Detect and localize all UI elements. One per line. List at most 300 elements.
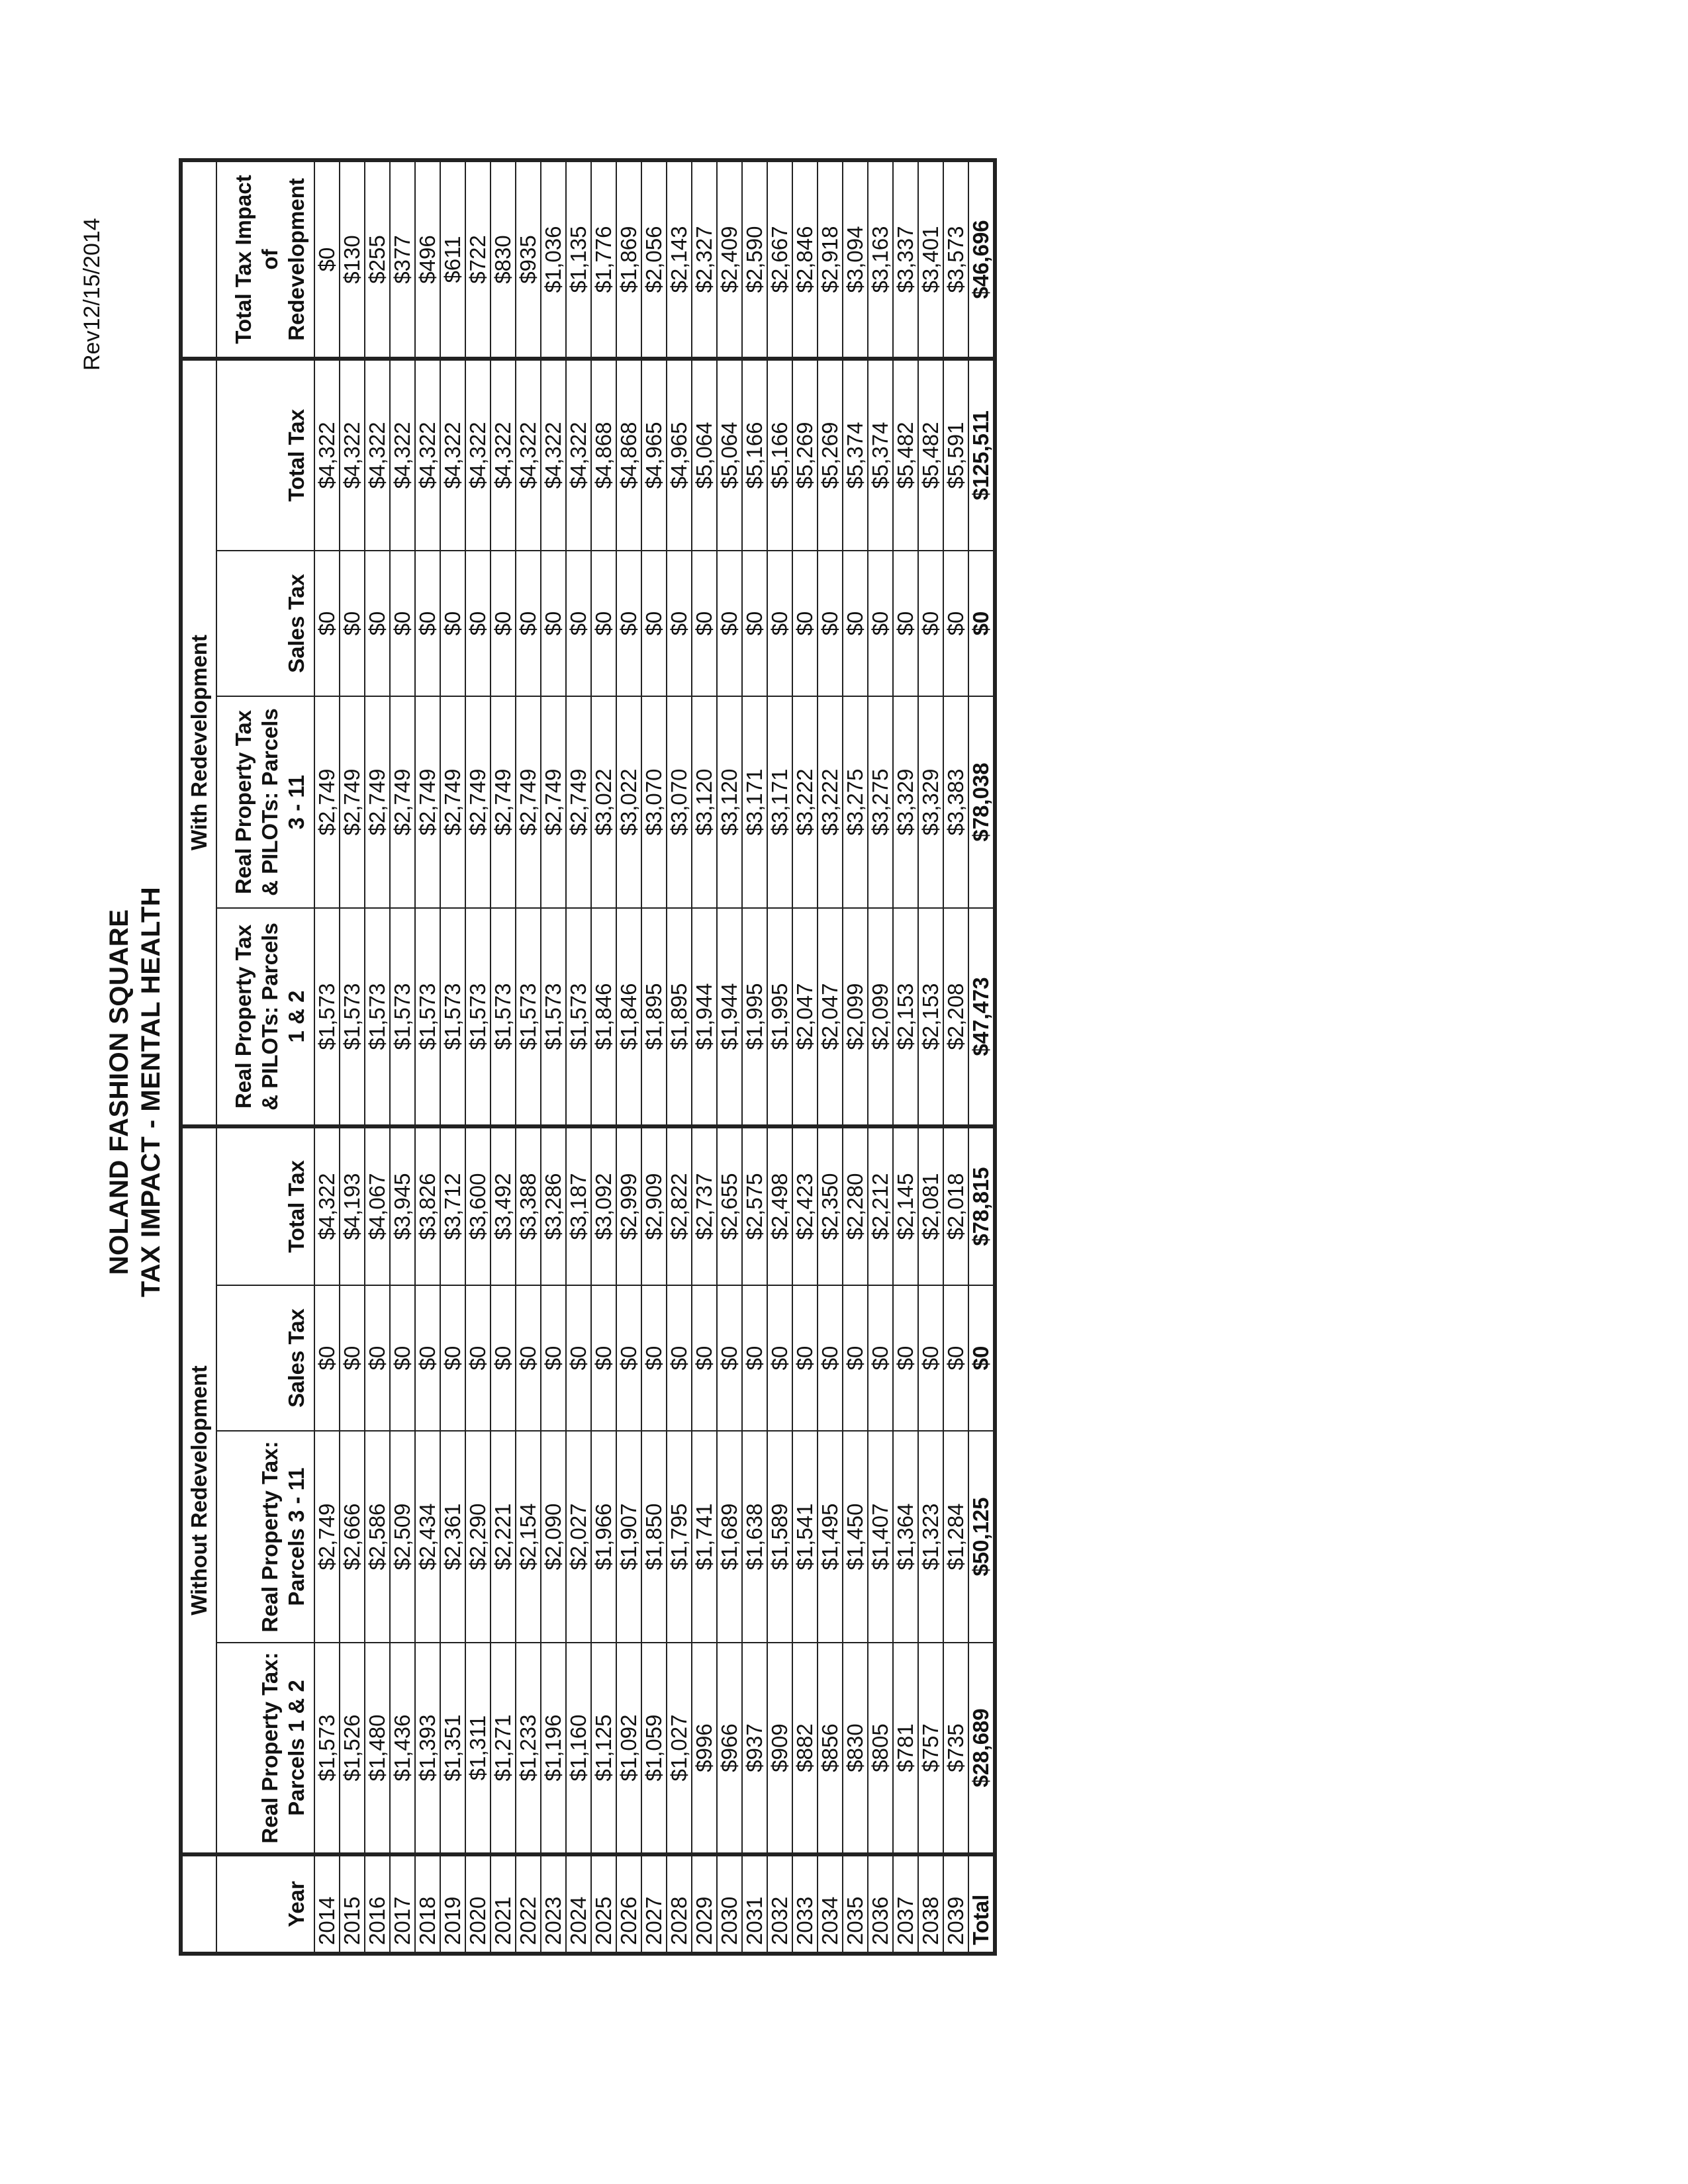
- value-cell: $5,166: [767, 359, 792, 551]
- value-cell: $2,154: [516, 1431, 541, 1643]
- value-cell: $2,099: [868, 908, 893, 1126]
- value-cell: $4,965: [667, 359, 692, 551]
- value-cell: $1,351: [440, 1643, 465, 1854]
- value-cell: $0: [742, 551, 767, 696]
- value-cell: $0: [641, 551, 667, 696]
- table-row: [591, 160, 616, 1954]
- value-cell: $4,868: [616, 359, 641, 551]
- total-cell: $50,125: [968, 1431, 995, 1643]
- value-cell: $2,586: [365, 1431, 390, 1643]
- value-cell: $2,290: [465, 1431, 491, 1643]
- column-header-2: Real Property Tax: Parcels 3 - 11: [216, 1431, 314, 1643]
- value-cell: $2,667: [767, 160, 792, 359]
- value-cell: $2,047: [818, 908, 843, 1126]
- value-cell: $2,047: [792, 908, 818, 1126]
- year-cell: 2017: [390, 1854, 415, 1954]
- table-row: [742, 160, 767, 1954]
- value-cell: $0: [516, 551, 541, 696]
- value-cell: $2,749: [314, 696, 340, 908]
- group-spacer-impact: [181, 160, 216, 359]
- total-cell: $47,473: [968, 908, 995, 1126]
- value-cell: $1,573: [465, 908, 491, 1126]
- value-cell: $1,573: [541, 908, 566, 1126]
- value-cell: $2,099: [843, 908, 868, 1126]
- value-cell: $2,749: [516, 696, 541, 908]
- value-cell: $0: [742, 1285, 767, 1431]
- value-cell: $2,749: [390, 696, 415, 908]
- value-cell: $1,311: [465, 1643, 491, 1854]
- value-cell: $0: [541, 551, 566, 696]
- table-row: [792, 160, 818, 1954]
- value-cell: $0: [390, 551, 415, 696]
- table-row: [918, 160, 943, 1954]
- value-cell: $1,573: [340, 908, 365, 1126]
- year-cell: 2028: [667, 1854, 692, 1954]
- value-cell: $2,999: [616, 1126, 641, 1285]
- value-cell: $4,322: [491, 359, 516, 551]
- year-cell: 2039: [943, 1854, 968, 1954]
- table-row: [943, 160, 968, 1954]
- value-cell: $3,070: [641, 696, 667, 908]
- value-cell: $1,689: [717, 1431, 742, 1643]
- value-cell: $805: [868, 1643, 893, 1854]
- year-cell: 2015: [340, 1854, 365, 1954]
- column-header-9: Total Tax Impact of Redevelopment: [216, 160, 314, 359]
- value-cell: $496: [415, 160, 440, 359]
- value-cell: $2,509: [390, 1431, 415, 1643]
- value-cell: $2,749: [415, 696, 440, 908]
- table-row: [516, 160, 541, 1954]
- value-cell: $1,160: [566, 1643, 591, 1854]
- value-cell: $1,573: [440, 908, 465, 1126]
- value-cell: $1,966: [591, 1431, 616, 1643]
- year-cell: 2022: [516, 1854, 541, 1954]
- value-cell: $2,749: [465, 696, 491, 908]
- table-row: [717, 160, 742, 1954]
- value-cell: $2,361: [440, 1431, 465, 1643]
- table-row: [893, 160, 918, 1954]
- value-cell: $3,329: [918, 696, 943, 908]
- year-cell: 2026: [616, 1854, 641, 1954]
- value-cell: $2,575: [742, 1126, 767, 1285]
- value-cell: $2,350: [818, 1126, 843, 1285]
- value-cell: $4,322: [440, 359, 465, 551]
- value-cell: $1,450: [843, 1431, 868, 1643]
- table-row: [818, 160, 843, 1954]
- value-cell: $996: [692, 1643, 717, 1854]
- table-row: [641, 160, 667, 1954]
- value-cell: $3,092: [591, 1126, 616, 1285]
- value-cell: $1,027: [667, 1643, 692, 1854]
- column-header-3: Sales Tax: [216, 1285, 314, 1431]
- value-cell: $3,826: [415, 1126, 440, 1285]
- value-cell: $2,090: [541, 1431, 566, 1643]
- total-cell: $46,696: [968, 160, 995, 359]
- table-row: [541, 160, 566, 1954]
- value-cell: $2,590: [742, 160, 767, 359]
- value-cell: $0: [591, 1285, 616, 1431]
- value-cell: $0: [365, 551, 390, 696]
- value-cell: $1,776: [591, 160, 616, 359]
- value-cell: $0: [491, 1285, 516, 1431]
- year-cell: 2035: [843, 1854, 868, 1954]
- value-cell: $2,498: [767, 1126, 792, 1285]
- group-without-redevelopment: Without Redevelopment: [181, 1126, 216, 1854]
- year-cell: 2037: [893, 1854, 918, 1954]
- total-row: [968, 160, 995, 1954]
- value-cell: $2,737: [692, 1126, 717, 1285]
- value-cell: $722: [465, 160, 491, 359]
- value-cell: $2,327: [692, 160, 717, 359]
- table-row: [440, 160, 465, 1954]
- value-cell: $1,196: [541, 1643, 566, 1854]
- table-row: [667, 160, 692, 1954]
- value-cell: $0: [918, 1285, 943, 1431]
- column-header-0: Year: [216, 1854, 314, 1954]
- value-cell: $0: [314, 551, 340, 696]
- total-cell: $125,511: [968, 359, 995, 551]
- value-cell: $3,094: [843, 160, 868, 359]
- value-cell: $3,492: [491, 1126, 516, 1285]
- value-cell: $2,749: [440, 696, 465, 908]
- year-cell: 2016: [365, 1854, 390, 1954]
- value-cell: $1,638: [742, 1431, 767, 1643]
- value-cell: $0: [717, 551, 742, 696]
- total-cell: $78,038: [968, 696, 995, 908]
- value-cell: $1,573: [415, 908, 440, 1126]
- value-cell: $3,022: [591, 696, 616, 908]
- table-row: [692, 160, 717, 1954]
- value-cell: $1,495: [818, 1431, 843, 1643]
- value-cell: $1,393: [415, 1643, 440, 1854]
- value-cell: $3,120: [717, 696, 742, 908]
- value-cell: $1,526: [340, 1643, 365, 1854]
- total-cell: $0: [968, 551, 995, 696]
- value-cell: $0: [818, 551, 843, 696]
- value-cell: $611: [440, 160, 465, 359]
- value-cell: $3,022: [616, 696, 641, 908]
- value-cell: $2,153: [918, 908, 943, 1126]
- value-cell: $0: [365, 1285, 390, 1431]
- value-cell: $5,269: [818, 359, 843, 551]
- value-cell: $2,280: [843, 1126, 868, 1285]
- value-cell: $1,869: [616, 160, 641, 359]
- value-cell: $1,364: [893, 1431, 918, 1643]
- value-cell: $0: [792, 551, 818, 696]
- value-cell: $2,749: [314, 1431, 340, 1643]
- value-cell: $4,322: [340, 359, 365, 551]
- value-cell: $4,322: [390, 359, 415, 551]
- value-cell: $2,143: [667, 160, 692, 359]
- table-row: [843, 160, 868, 1954]
- value-cell: $1,741: [692, 1431, 717, 1643]
- value-cell: $1,541: [792, 1431, 818, 1643]
- value-cell: $3,573: [943, 160, 968, 359]
- value-cell: $4,322: [465, 359, 491, 551]
- value-cell: $377: [390, 160, 415, 359]
- value-cell: $1,135: [566, 160, 591, 359]
- value-cell: $0: [440, 551, 465, 696]
- value-cell: $2,749: [365, 696, 390, 908]
- value-cell: $1,036: [541, 160, 566, 359]
- value-cell: $0: [767, 1285, 792, 1431]
- value-cell: $2,423: [792, 1126, 818, 1285]
- group-header-row: [181, 160, 216, 1954]
- value-cell: $0: [868, 551, 893, 696]
- value-cell: $2,081: [918, 1126, 943, 1285]
- value-cell: $0: [314, 160, 340, 359]
- document-subtitle: TAX IMPACT - MENTAL HEALTH: [136, 886, 165, 1298]
- value-cell: $2,749: [491, 696, 516, 908]
- total-cell: $28,689: [968, 1643, 995, 1854]
- value-cell: $0: [843, 1285, 868, 1431]
- tax-impact-table: [179, 158, 997, 1956]
- value-cell: $0: [667, 551, 692, 696]
- value-cell: $909: [767, 1643, 792, 1854]
- value-cell: $2,208: [943, 908, 968, 1126]
- value-cell: $0: [616, 551, 641, 696]
- value-cell: $4,193: [340, 1126, 365, 1285]
- document-title: NOLAND FASHION SQUARE: [105, 909, 134, 1275]
- value-cell: $0: [465, 551, 491, 696]
- total-cell: $0: [968, 1285, 995, 1431]
- value-cell: $5,166: [742, 359, 767, 551]
- value-cell: $2,027: [566, 1431, 591, 1643]
- total-label: Total: [968, 1854, 995, 1954]
- column-header-7: Sales Tax: [216, 551, 314, 696]
- year-cell: 2036: [868, 1854, 893, 1954]
- value-cell: $882: [792, 1643, 818, 1854]
- value-cell: $3,388: [516, 1126, 541, 1285]
- value-cell: $255: [365, 160, 390, 359]
- value-cell: $1,271: [491, 1643, 516, 1854]
- value-cell: $1,407: [868, 1431, 893, 1643]
- value-cell: $3,600: [465, 1126, 491, 1285]
- value-cell: $5,482: [893, 359, 918, 551]
- value-cell: $0: [616, 1285, 641, 1431]
- value-cell: $4,322: [516, 359, 541, 551]
- value-cell: $1,944: [717, 908, 742, 1126]
- value-cell: $3,070: [667, 696, 692, 908]
- value-cell: $4,322: [566, 359, 591, 551]
- value-cell: $0: [692, 1285, 717, 1431]
- value-cell: $0: [465, 1285, 491, 1431]
- value-cell: $937: [742, 1643, 767, 1854]
- table-row: [868, 160, 893, 1954]
- value-cell: $3,163: [868, 160, 893, 359]
- table-row: [415, 160, 440, 1954]
- value-cell: $856: [818, 1643, 843, 1854]
- value-cell: $1,846: [616, 908, 641, 1126]
- value-cell: $1,944: [692, 908, 717, 1126]
- value-cell: $3,712: [440, 1126, 465, 1285]
- value-cell: $0: [541, 1285, 566, 1431]
- year-cell: 2034: [818, 1854, 843, 1954]
- value-cell: $2,212: [868, 1126, 893, 1285]
- value-cell: $4,322: [541, 359, 566, 551]
- revision-date: Rev12/15/2014: [79, 218, 105, 371]
- value-cell: $0: [415, 551, 440, 696]
- table-row: [314, 160, 340, 1954]
- value-cell: $2,822: [667, 1126, 692, 1285]
- value-cell: $0: [591, 551, 616, 696]
- value-cell: $0: [717, 1285, 742, 1431]
- value-cell: $0: [893, 551, 918, 696]
- value-cell: $966: [717, 1643, 742, 1854]
- value-cell: $5,064: [717, 359, 742, 551]
- value-cell: $5,374: [868, 359, 893, 551]
- column-header-6: Real Property Tax & PILOTs: Parcels 3 - 11: [216, 696, 314, 908]
- value-cell: $0: [667, 1285, 692, 1431]
- value-cell: $1,573: [365, 908, 390, 1126]
- value-cell: $1,573: [566, 908, 591, 1126]
- column-header-4: Total Tax: [216, 1126, 314, 1285]
- value-cell: $0: [641, 1285, 667, 1431]
- value-cell: $3,275: [868, 696, 893, 908]
- value-cell: $2,145: [893, 1126, 918, 1285]
- value-cell: $0: [566, 1285, 591, 1431]
- value-cell: $0: [893, 1285, 918, 1431]
- value-cell: $2,018: [943, 1126, 968, 1285]
- value-cell: $0: [918, 551, 943, 696]
- value-cell: $1,092: [616, 1643, 641, 1854]
- value-cell: $1,323: [918, 1431, 943, 1643]
- value-cell: $2,434: [415, 1431, 440, 1643]
- table-row: [465, 160, 491, 1954]
- value-cell: $5,482: [918, 359, 943, 551]
- year-cell: 2014: [314, 1854, 340, 1954]
- value-cell: $2,056: [641, 160, 667, 359]
- value-cell: $4,067: [365, 1126, 390, 1285]
- year-cell: 2020: [465, 1854, 491, 1954]
- value-cell: $2,749: [340, 696, 365, 908]
- column-header-row: [216, 160, 314, 1954]
- value-cell: $830: [843, 1643, 868, 1854]
- value-cell: $1,850: [641, 1431, 667, 1643]
- column-header-8: Total Tax: [216, 359, 314, 551]
- value-cell: $2,221: [491, 1431, 516, 1643]
- table-row: [616, 160, 641, 1954]
- value-cell: $1,895: [641, 908, 667, 1126]
- value-cell: $0: [516, 1285, 541, 1431]
- value-cell: $0: [566, 551, 591, 696]
- column-header-1: Real Property Tax: Parcels 1 & 2: [216, 1643, 314, 1854]
- value-cell: $0: [692, 551, 717, 696]
- value-cell: $3,171: [767, 696, 792, 908]
- value-cell: $735: [943, 1643, 968, 1854]
- table-row: [390, 160, 415, 1954]
- value-cell: $3,383: [943, 696, 968, 908]
- value-cell: $2,909: [641, 1126, 667, 1285]
- value-cell: $4,322: [314, 1126, 340, 1285]
- value-cell: $3,286: [541, 1126, 566, 1285]
- value-cell: $0: [818, 1285, 843, 1431]
- table-row: [365, 160, 390, 1954]
- value-cell: $2,846: [792, 160, 818, 359]
- value-cell: $1,573: [314, 1643, 340, 1854]
- value-cell: $0: [415, 1285, 440, 1431]
- group-with-redevelopment: With Redevelopment: [181, 359, 216, 1126]
- value-cell: $1,059: [641, 1643, 667, 1854]
- group-spacer: [181, 1854, 216, 1954]
- value-cell: $4,965: [641, 359, 667, 551]
- value-cell: $0: [767, 551, 792, 696]
- value-cell: $1,573: [516, 908, 541, 1126]
- table-row: [767, 160, 792, 1954]
- value-cell: $2,749: [541, 696, 566, 908]
- value-cell: $1,846: [591, 908, 616, 1126]
- table-row: [340, 160, 365, 1954]
- value-cell: $935: [516, 160, 541, 359]
- value-cell: $5,064: [692, 359, 717, 551]
- value-cell: $1,573: [491, 908, 516, 1126]
- value-cell: $3,187: [566, 1126, 591, 1285]
- year-cell: 2023: [541, 1854, 566, 1954]
- year-cell: 2038: [918, 1854, 943, 1954]
- value-cell: $3,275: [843, 696, 868, 908]
- value-cell: $4,868: [591, 359, 616, 551]
- value-cell: $3,401: [918, 160, 943, 359]
- value-cell: $4,322: [415, 359, 440, 551]
- year-cell: 2027: [641, 1854, 667, 1954]
- value-cell: $0: [943, 1285, 968, 1431]
- value-cell: $4,322: [314, 359, 340, 551]
- value-cell: $3,222: [818, 696, 843, 908]
- value-cell: $830: [491, 160, 516, 359]
- value-cell: $0: [792, 1285, 818, 1431]
- value-cell: $1,436: [390, 1643, 415, 1854]
- value-cell: $0: [440, 1285, 465, 1431]
- value-cell: $1,795: [667, 1431, 692, 1643]
- value-cell: $1,907: [616, 1431, 641, 1643]
- value-cell: $3,329: [893, 696, 918, 908]
- value-cell: $2,655: [717, 1126, 742, 1285]
- value-cell: $130: [340, 160, 365, 359]
- year-cell: 2029: [692, 1854, 717, 1954]
- value-cell: $5,374: [843, 359, 868, 551]
- value-cell: $0: [340, 551, 365, 696]
- value-cell: $1,895: [667, 908, 692, 1126]
- value-cell: $2,918: [818, 160, 843, 359]
- value-cell: $2,666: [340, 1431, 365, 1643]
- value-cell: $1,480: [365, 1643, 390, 1854]
- value-cell: $0: [868, 1285, 893, 1431]
- value-cell: $1,995: [767, 908, 792, 1126]
- year-cell: 2032: [767, 1854, 792, 1954]
- value-cell: $3,171: [742, 696, 767, 908]
- value-cell: $0: [491, 551, 516, 696]
- value-cell: $1,589: [767, 1431, 792, 1643]
- year-cell: 2019: [440, 1854, 465, 1954]
- year-cell: 2024: [566, 1854, 591, 1954]
- year-cell: 2018: [415, 1854, 440, 1954]
- value-cell: $4,322: [365, 359, 390, 551]
- year-cell: 2021: [491, 1854, 516, 1954]
- total-cell: $78,815: [968, 1126, 995, 1285]
- value-cell: $1,284: [943, 1431, 968, 1643]
- value-cell: $0: [943, 551, 968, 696]
- value-cell: $5,591: [943, 359, 968, 551]
- year-cell: 2033: [792, 1854, 818, 1954]
- year-cell: 2030: [717, 1854, 742, 1954]
- value-cell: $1,233: [516, 1643, 541, 1854]
- value-cell: $2,749: [566, 696, 591, 908]
- value-cell: $2,153: [893, 908, 918, 1126]
- value-cell: $757: [918, 1643, 943, 1854]
- value-cell: $0: [340, 1285, 365, 1431]
- table-body: [314, 160, 968, 1954]
- year-cell: 2025: [591, 1854, 616, 1954]
